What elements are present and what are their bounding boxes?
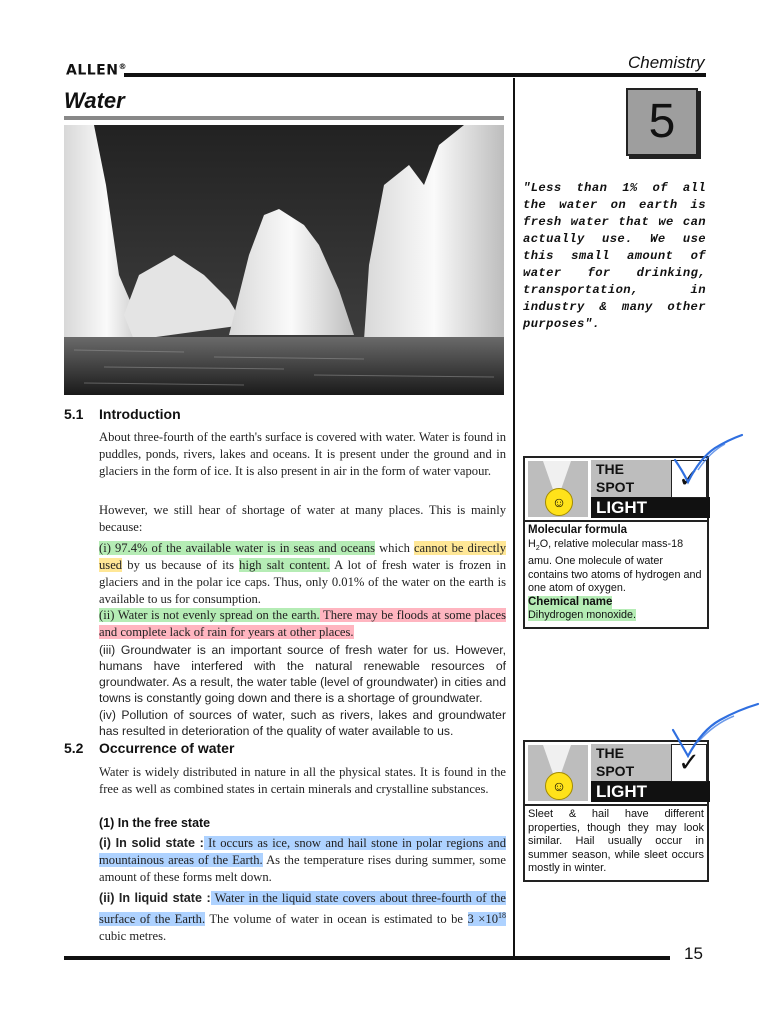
pen-tick-annotation-1 [670,430,750,490]
column-divider [513,78,515,958]
highlight-solid-state: It occurs as ice, snow and hail stone in polar regions and mountainous areas of the Earth. [99,836,506,867]
spotlight-lamp-icon [528,461,588,517]
highlight-97-percent: (i) 97.4% of the available water is in seas and oceans [99,541,376,555]
spotlight-light: LIGHT [591,781,710,802]
iceberg-photo [64,125,504,395]
section-number-5-2: 5.2 [64,740,84,756]
highlight-floods: There may be floods at some places and complete lack of rain for years at other places. [99,608,506,639]
chemical-name-text: Dihydrogen monoxide. [528,609,637,622]
highlight-volume: $3 \times 10^{18}$ [467,911,506,927]
title-rule [64,116,504,120]
page-number: 15 [684,944,703,963]
molecular-formula-heading: Molecular formula [528,524,628,536]
highlight-cannot-be-used: cannot be directly used [99,541,506,572]
footer-rule [64,956,670,960]
iceberg-image [64,125,504,395]
intro-paragraph-2: However, we still hear of shortage of water at many places. This is mainly because: [99,503,506,534]
section-title-introduction: Introduction [99,406,181,422]
spotlight-the: THE [591,460,674,479]
molecular-formula-text: $H_2O$, relative molecular mass-18 amu. One molecule of water contains two atoms of hydrogen and one atom of oxygen. [528,537,702,595]
solid-state-paragraph: (i) In solid state : It occurs as ice, snow and hail stone in polar regions and mountainous areas of the Earth. As the temperature rises during summer, some amount of these forms melt down. [99,836,506,884]
chapter-number-box [626,88,698,156]
subject-label: Chemistry [628,53,705,72]
chapter-quote: "Less than 1% of all the water on earth is fresh water that we can actually use. We use this small amount of water for drinking, transportation, in industry & many other purposes". [523,181,706,331]
intro-paragraph-1: About three-fourth of the earth's surface is covered with water. Water is found in puddles, ponds, rivers, lakes and oceans. It is present under the ground and in glaciers in the form of ice. It is also present in air in the form of water vapour. [99,430,506,478]
highlight-liquid-state: Water in the liquid state covers about three-fourth of the surface of the Earth. [99,891,506,927]
section-title-occurrence: Occurrence of water [99,740,235,756]
smiley-icon: ☺ [545,488,573,516]
spotlight-light: LIGHT [591,497,710,518]
spotlight-2-text: Sleet & hail have different properties, though they may look similar. Hail usually occur in summer season, while sleet occurs mostly in winter. [528,808,704,874]
liquid-state-paragraph: (ii) In liquid state : Water in the liquid state covers about three-fourth of the surface of the Earth. The volume of water in ocean is estimated to be $3 \times 10^{18}$ cubic metres. [99,891,506,944]
spotlight-the: THE [591,744,674,763]
section-number-5-1: 5.1 [64,406,84,422]
intro-point-iv: (iv) Pollution of sources of water, such as rivers, lakes and groundwater has resulted in deterioration of the quality of water available to us. [99,708,506,738]
chapter-title: Water [64,88,125,113]
pen-tick-annotation-2 [668,700,764,764]
smiley-icon: ☺ [545,772,573,800]
chapter-number: 5 [648,95,676,148]
intro-point-iii: (iii) Groundwater is an important source of fresh water for us. However, humans have interfered with the natural renewable resources of groundwater. As a result, the water table (level of groundwater) in cities and towns is constantly going down and there is a shortage of groundwater. [99,643,506,705]
highlight-not-evenly-spread: (ii) Water is not evenly spread on the earth. [99,608,320,622]
checkmark-icon: ✓ [671,460,707,498]
checkmark-icon: ✓ [671,744,707,782]
header-rule [124,73,706,77]
spotlight-lamp-icon [528,745,588,801]
intro-point-i: (i) 97.4% of the available water is in seas and oceans which cannot be directly used by us because of its high salt content. A lot of fresh water is frozen in glaciers and in the polar ice caps. Thus, only 0.01% of the water on the earth is available to us for consumption. [99,541,506,606]
free-state-heading: (1) In the free state [99,816,211,830]
brand-logo: ALLEN® [66,62,127,79]
spotlight-spot: SPOT [591,478,674,497]
spotlight-spot: SPOT [591,762,674,781]
highlight-high-salt: high salt content. [239,558,330,572]
occurrence-paragraph: Water is widely distributed in nature in all the physical states. It is found in the free as well as combined states in certain minerals and crystalline substances. [99,765,506,796]
intro-point-ii [99,607,506,641]
chemical-name-heading: Chemical name [528,595,613,608]
